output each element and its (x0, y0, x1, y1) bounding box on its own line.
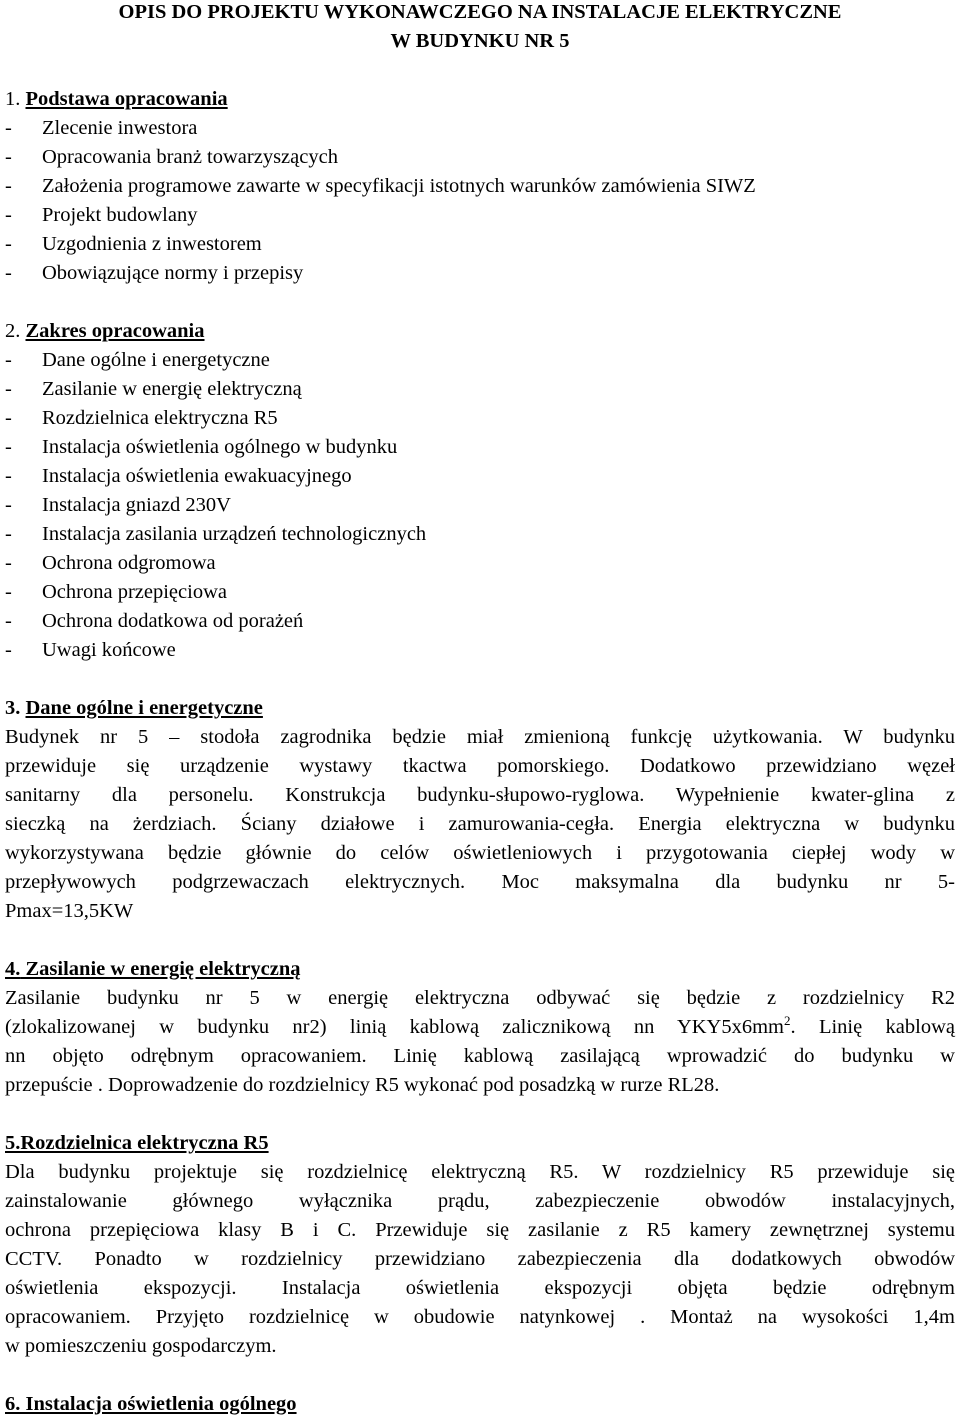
paragraph-line: (zlokalizowanej w budynku nr2) linią kablową zalicznikową nn $YKY5x6mm^2$. Linię kablową (5, 1013, 955, 1038)
paragraph-line: opracowaniem. Przyjęto rozdzielnicę w obudowie natynkowej . Montaż na wysokości 1,4m (5, 1306, 955, 1328)
paragraph-line: zainstalowanie głównego wyłącznika prądu, zabezpieczenie obwodów instalacyjnych, (5, 1190, 955, 1212)
section-6-heading (5, 1390, 955, 1419)
title-line-1: OPIS DO PROJEKTU WYKONAWCZEGO NA INSTALACJE ELEKTRYCZNE (118, 1, 842, 23)
paragraph-line: Dla budynku projektuje się rozdzielnicę elektryczną R5. W rozdzielnicy R5 przewiduje się (5, 1161, 955, 1183)
paragraph-line: w pomieszczeniu gospodarczym. (5, 1335, 277, 1357)
paragraph-line: nn objęto odrębnym opracowaniem. Linię kablową zasilającą wprowadzić do budynku w (5, 1045, 955, 1067)
section-4-number: 4. (5, 958, 21, 980)
section-3-title: Dane ogólne i energetyczne (25, 697, 263, 719)
list-item: - Instalacja gniazd 230V (5, 494, 231, 516)
section-2-title: Zakres opracowania (25, 320, 205, 342)
section-4-title: Zasilanie w energię elektryczną (25, 958, 301, 980)
list-item: - Ochrona dodatkowa od porażeń (5, 610, 304, 632)
section-2-list (5, 346, 955, 665)
paragraph-line: sanitarny dla personelu. Konstrukcja budynku-słupowo-ryglowa. Wypełnienie kwater-glina z (5, 784, 955, 806)
list-item: - Opracowania branż towarzyszących (5, 146, 338, 168)
document-page (5, 0, 955, 1419)
section-2-heading (5, 317, 955, 346)
paragraph-line: ochrona przepięciowa klasy B i C. Przewiduje się zasilanie z R5 kamery zewnętrznej systemu (5, 1219, 955, 1241)
paragraph-line: wykorzystywana będzie głównie do celów oświetleniowych i przygotowania ciepłej wody w (5, 842, 955, 864)
list-item: - Założenia programowe zawarte w specyfikacji istotnych warunków zamówienia SIWZ (5, 175, 756, 197)
section-1-number: 1. (5, 88, 21, 110)
section-4-paragraph (5, 984, 955, 1100)
section-1-list (5, 114, 955, 288)
section-3-heading (5, 694, 955, 723)
list-item: - Instalacja oświetlenia ogólnego w budynku (5, 436, 398, 458)
section-5-title: 5.Rozdzielnica elektryczna R5 (5, 1132, 269, 1154)
paragraph-line: Pmax=13,5KW (5, 900, 134, 922)
paragraph-line: Zasilanie budynku nr 5 w energię elektryczna odbywać się będzie z rozdzielnicy R2 (5, 987, 955, 1009)
list-item: - Uwagi końcowe (5, 639, 176, 661)
paragraph-line: sieczką na żerdziach. Ściany działowe i zamurowania-cegła. Energia elektryczna w budynku (5, 813, 955, 835)
section-1-title: Podstawa opracowania (25, 88, 228, 110)
list-item: - Zasilanie w energię elektryczną (5, 378, 302, 400)
section-2-number: 2. (5, 320, 21, 342)
superscript: 2 (784, 1013, 791, 1028)
title-line-2: W BUDYNKU NR 5 (390, 30, 570, 52)
list-item: - Zlecenie inwestora (5, 117, 198, 139)
list-item: - Dane ogólne i energetyczne (5, 349, 270, 371)
paragraph-line: Budynek nr 5 – stodoła zagrodnika będzie miał zmienioną funkcję użytkowania. W budynku (5, 726, 955, 748)
section-3-paragraph (5, 723, 955, 926)
section-5-paragraph (5, 1158, 955, 1361)
paragraph-line: przewiduje się urządzenie wystawy tkactwa pomorskiego. Dodatkowo przewidziano węzeł (5, 755, 955, 777)
list-item: - Rozdzielnica elektryczna R5 (5, 407, 278, 429)
section-6-title: 6. Instalacja oświetlenia ogólnego (5, 1393, 297, 1415)
paragraph-line: przepływowych podgrzewaczach elektrycznych. Moc maksymalna dla budynku nr 5- (5, 871, 955, 893)
list-item: - Ochrona przepięciowa (5, 581, 227, 603)
list-item: - Instalacja zasilania urządzeń technologicznych (5, 523, 427, 545)
list-item: - Projekt budowlany (5, 204, 198, 226)
paragraph-line: przepuście . Doprowadzenie do rozdzielnicy R5 wykonać pod posadzką w rurze RL28. (5, 1074, 720, 1096)
section-4-heading (5, 955, 955, 984)
paragraph-line: oświetlenia ekspozycji. Instalacja oświetlenia ekspozycji objęta będzie odrębnym (5, 1277, 955, 1299)
document-title (5, 0, 955, 56)
paragraph-line: CCTV. Ponadto w rozdzielnicy przewidziano zabezpieczenia dla dodatkowych obwodów (5, 1248, 955, 1270)
list-item: - Uzgodnienia z inwestorem (5, 233, 262, 255)
list-item: - Instalacja oświetlenia ewakuacyjnego (5, 465, 352, 487)
list-item: - Obowiązujące normy i przepisy (5, 262, 304, 284)
section-3-number: 3. (5, 697, 21, 719)
section-5-heading (5, 1129, 955, 1158)
list-item: - Ochrona odgromowa (5, 552, 216, 574)
section-1-heading (5, 85, 955, 114)
